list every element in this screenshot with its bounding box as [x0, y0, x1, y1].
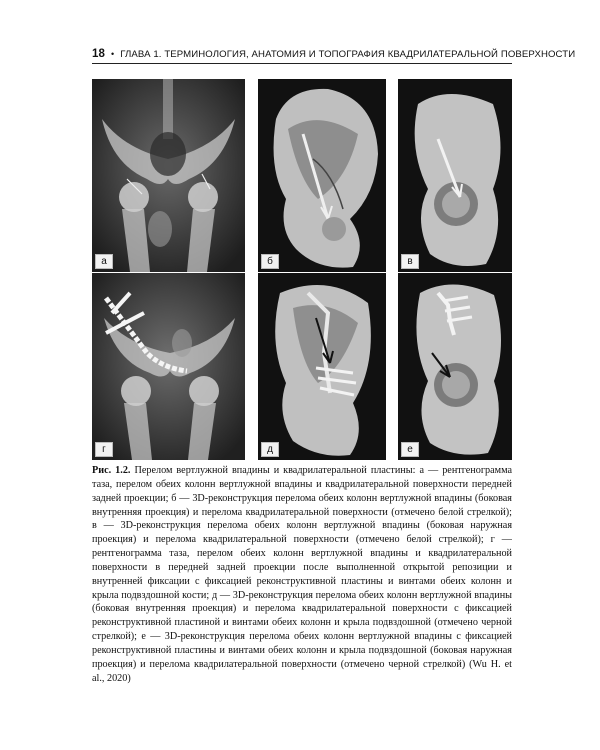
- figure-panel-e: [398, 273, 512, 460]
- header-bullet: •: [111, 49, 115, 59]
- pelvis-xray-image: [92, 79, 245, 272]
- 3d-fixation-outer-image: [398, 273, 512, 460]
- 3d-reconstruction-outer-image: [398, 79, 512, 272]
- panel-label: б: [261, 254, 279, 269]
- chapter-title: ГЛАВА 1. ТЕРМИНОЛОГИЯ, АНАТОМИЯ И ТОПОГРАФИЯ КВАДРИЛАТЕРАЛЬНОЙ ПОВЕРХНОСТИ: [120, 48, 576, 60]
- panel-label: г: [95, 442, 113, 457]
- panel-label: а: [95, 254, 113, 269]
- figure-panel-b: [258, 79, 386, 272]
- panel-label: е: [401, 442, 419, 457]
- 3d-reconstruction-inner-image: [258, 79, 386, 272]
- header-rule: [92, 63, 512, 64]
- figure-panel-v: [398, 79, 512, 272]
- figure-caption: [92, 464, 512, 686]
- 3d-fixation-inner-image: [258, 273, 386, 460]
- figure-panel-d: [258, 273, 386, 460]
- figure-label: Рис. 1.2.: [92, 465, 131, 476]
- postoperative-xray-image: [92, 273, 245, 460]
- running-header: [92, 47, 576, 61]
- figure-panel-g: [92, 273, 245, 460]
- panel-label: д: [261, 442, 279, 457]
- figure-panel-a: [92, 79, 245, 272]
- caption-text: Перелом вертлужной впадины и квадрилатеральной пластины: а — рентгенограмма таза, перелом обеих колонн вертлужной впадины и квадрилатеральной поверхности передней задней проекции; б — 3D-реконструкция перелома обеих колонн вертлужной впадины (боковая внутренняя проекция) и перелома квадрилатеральной поверхности (отмечено белой стрелкой); в — 3D-реконструкция перелома обеих колонн вертлужной впадины (боковая наружная проекция) и перелома квадрилатеральной поверхности (отмечено белой стрелкой); г — рентгенограмма таза, перелом обеих колонн вертлужной впадины и квадрилатеральной поверхности в передней задней проекции после выполненной открытой репозиции и внутренней фиксации с фиксацией реконструктивной пластины и винтами обеих колонн и крыла подвздошной кости; д — 3D-реконструкция перелома обеих колонн вертлужной впадины (боковая внутренняя проекция) и перелома квадрилатеральной поверхности с фиксацией реконструктивной пластиной и винтами обеих колонн и крыла подвздошной (отмечено черной стрелкой); е — 3D-реконструкция перелома обеих колонн вертлужной впадины с фиксацией реконструктивной пластины и винтами обеих колонн и крыла подвздошной (боковая наружная проекция) и перелома квадрилатеральной поверхности (отмечено черной стрелкой) (Wu H. et al., 2020): [92, 465, 512, 684]
- page-number: 18: [92, 48, 105, 60]
- panel-label: в: [401, 254, 419, 269]
